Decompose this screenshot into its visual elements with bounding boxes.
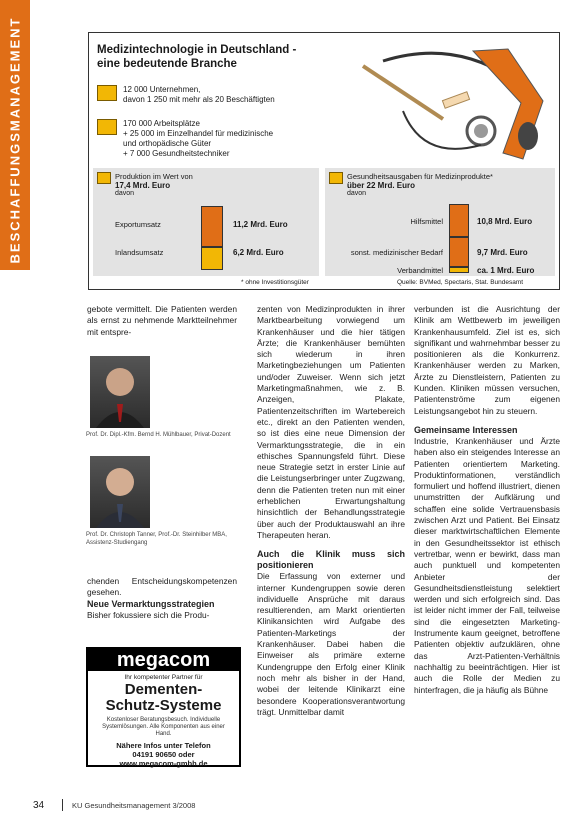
footnote: * ohne Investitionsgüter — [241, 279, 309, 286]
export-label: Exportumsatz — [115, 220, 161, 229]
spending-bar-segment — [449, 267, 469, 273]
section-tab-label: BESCHAFFUNGSMANAGEMENT — [7, 16, 23, 264]
author-photo-2 — [90, 456, 150, 528]
workers-icon — [97, 119, 117, 135]
ad-brand: megacom — [88, 649, 239, 671]
person-silhouette-icon — [90, 356, 150, 428]
heading-neue-vermarktung: Neue Vermarktungsstrategien — [87, 598, 215, 609]
infographic-title: Medizintechnologie in Deutschland - eine bedeutende Branche — [97, 44, 297, 70]
export-bar-segment — [201, 206, 223, 247]
person-silhouette-icon — [90, 456, 150, 528]
author-caption-2: Prof. Dr. Christoph Tanner, Prof.-Dr. Steinhilber MBA, Assistenz-Studiengang — [86, 532, 227, 546]
spending-bar-segment — [449, 204, 469, 237]
domestic-label: Inlandsumsatz — [115, 248, 164, 257]
spending-item-value: 10,8 Mrd. Euro — [477, 216, 533, 226]
heading-klinik: Auch die Klinik muss sich positionieren — [257, 549, 405, 571]
factory-icon — [97, 172, 111, 184]
spending-item-label: Hilfsmittel — [410, 216, 443, 226]
spending-bar-segment — [449, 237, 469, 267]
author-caption-1: Prof. Dr. Dipl.-Kfm. Bernd H. Mühlbauer, Privat-Dozent — [86, 432, 231, 438]
domestic-value: 6,2 Mrd. Euro — [233, 248, 284, 257]
production-panel: Produktion im Wert von 17,4 Mrd. Euro davon Exportumsatz Inlandsumsatz 11,2 Mrd. Euro 6,2 Mrd. Euro — [93, 168, 319, 276]
spending-item-label: sonst. medizinischer Bedarf — [350, 248, 443, 257]
medical-tools-illustration — [343, 41, 553, 166]
megacom-advertisement: megacom Ihr kompetenter Partner für Dementen- Schutz-Systeme Kostenloser Beratungsbesuch. Individuelle Systemlösungen. Alle Komponenten aus einer Hand. Nähere Infos unter Telefon 04191 90650 oder www.megacom-gmbh.de — [86, 647, 241, 767]
spending-item-value: 9,7 Mrd. Euro — [477, 248, 528, 257]
footer-publication: KU Gesundheitsmanagement 3/2008 — [72, 801, 196, 810]
column-1-top: gebote vermittelt. Die Patienten werden als ernst zu nehmende Marktteilnehmer mit entspre- — [87, 304, 237, 337]
source: Quelle: BVMed, Spectaris, Stat. Bundesamt — [397, 279, 524, 286]
column-2: zenten von Medizinprodukten in ihrer Marktbearbeitung vorwiegend um Krankenhäuser und die hier tätigen Ärzte; die Krankenhäuser bemühten sich wiederum in ihren Marketingbeziehungen um Patienten und/oder Zuweiser. Wenn sich jetzt Marketingmaßnahmen, wie z. B. Anzeigen, Plakate, Patientenzeitschriften im Wartebereich etc., direkt an den Patienten wenden, so ist dies eine neue Dimension der Vermarktungsstrategie, die in ein ethisches Spannungsfeld führt. Diese neue Strategie setzt in erster Linie auf die Leistungserbringer unter Zugzwang, denn die Patienten treten nun mit einer erheblichen Erwartungshaltung hinsichtlich der Behandlungsstrategie über auch der Produktauswahl an ihre Therapeuten heran. Auch die Klinik muss sich positionieren Die Erfassung von externer und interner Kundengruppen sowie deren individuelle Ansprüche mit daraus resultierenden, am Markt orientierten Klinikansichten wird Aufgabe des Patienten-Marketings der Krankenhäuser. Dabei haben die Einweiser als primäre externe Kundengruppe den Erfolg einer Klinik noch mehr als bisher in der Hand, wobei der leitende Klinikarzt eine besondere Kooperationsverantwortung trägt. Unmittelbar damit — [257, 304, 405, 717]
production-bar — [201, 206, 223, 270]
column-3: verbunden ist die Ausrichtung der Klinik am Wettbewerb im jeweiligen Krankenhausumfeld. Ziel ist es, sich signifikant und wahrnehmbar besser zu positionieren als die Konkurrenz. Krankenhäuser werden zu Marken, Ärzte zu Dienstleistern, Patienten zu Kunden. Kliniken müssen versuchen, Patientenströme zum eigenen Leistungsangebot hin zu steuern. Gemeinsame Interessen Industrie, Krankenhäuser und Ärzte haben also ein steigendes Interesse an Patienten orientiertem Marketing. Produktinformationen, verständlich formuliert und hoffend illustriert, dienen unumstritten der Aufklärung und schaffen eine solide Vertrauensbasis zwischen Arzt und Patient. Bei Einsatz dieser marktwirtschaftlichen Elemente in den Gesundheitssektor ist ethisch vertretbar, wenn er bewirkt, dass man auch punktuell und kompetenten Anbieter der Gesundheitsdienstleistung selektiert werden und sich erfolgreich sind. Das ist leider nicht immer der Fall, teilweise sind die eingesetzten Marketing-Instrumente kaum geeignet, betroffene Patienten objektiv aufzuklären, ohne das Arzt-Patienten-Verhältnis nachhaltig zu beeinträchtigen. Hier ist auch die Rolle der Medien zu hinterfragen, die ja häufig als Bühne — [414, 304, 560, 695]
infographic: Medizintechnologie in Deutschland - eine bedeutende Branche 12 000 Unternehmen, davon 1 250 mit mehr als 20 Beschäftigten 170 000 Arbeitsplätze + 25 000 im Einzelhandel für medizinische und orthopädische Güter + 7 000 Gesundheitstechniker Produktion im Wert von 17,4 Mrd. Euro davon Exportumsatz Inlandsumsatz 11,2 Mrd. Euro 6,2 Mrd. Euro Gesundheitsausgaben für Medizinprodukte* über 22 Mrd. Euro davon Hilfsmittel 10,8 Mrd. Euro sonst. medizinischer Bedarf 9,7 Mrd. Euro Verbandmittel ca. 1 Mrd. Euro * ohne Investitionsgüter Quelle: BVMed, Spectaris, Stat. Bundesamt — [88, 32, 560, 290]
export-value: 11,2 Mrd. Euro — [233, 220, 288, 229]
domestic-bar-segment — [201, 247, 223, 270]
footer-divider — [62, 799, 63, 811]
author-photo-1 — [90, 356, 150, 428]
spending-item-label: Verbandmittel — [397, 266, 443, 275]
ad-website: www.megacom-gmbh.de — [119, 759, 208, 768]
column-1-bottom: chenden Entscheidungskompetenzen gesehen. Neue Vermarktungsstrategien Bisher fokussiere sich die Produ- — [87, 576, 237, 620]
page-number: 34 — [33, 800, 45, 811]
coin-icon — [329, 172, 343, 184]
heading-interessen: Gemeinsame Interessen — [414, 424, 518, 435]
spending-panel: Gesundheitsausgaben für Medizinprodukte* über 22 Mrd. Euro davon Hilfsmittel 10,8 Mrd. Euro sonst. medizinischer Bedarf 9,7 Mrd. Euro Verbandmittel ca. 1 Mrd. Euro — [325, 168, 555, 276]
section-tab — [0, 0, 30, 270]
spending-item-value: ca. 1 Mrd. Euro — [477, 266, 535, 275]
factory-icon — [97, 85, 117, 101]
spending-bar — [449, 204, 469, 272]
